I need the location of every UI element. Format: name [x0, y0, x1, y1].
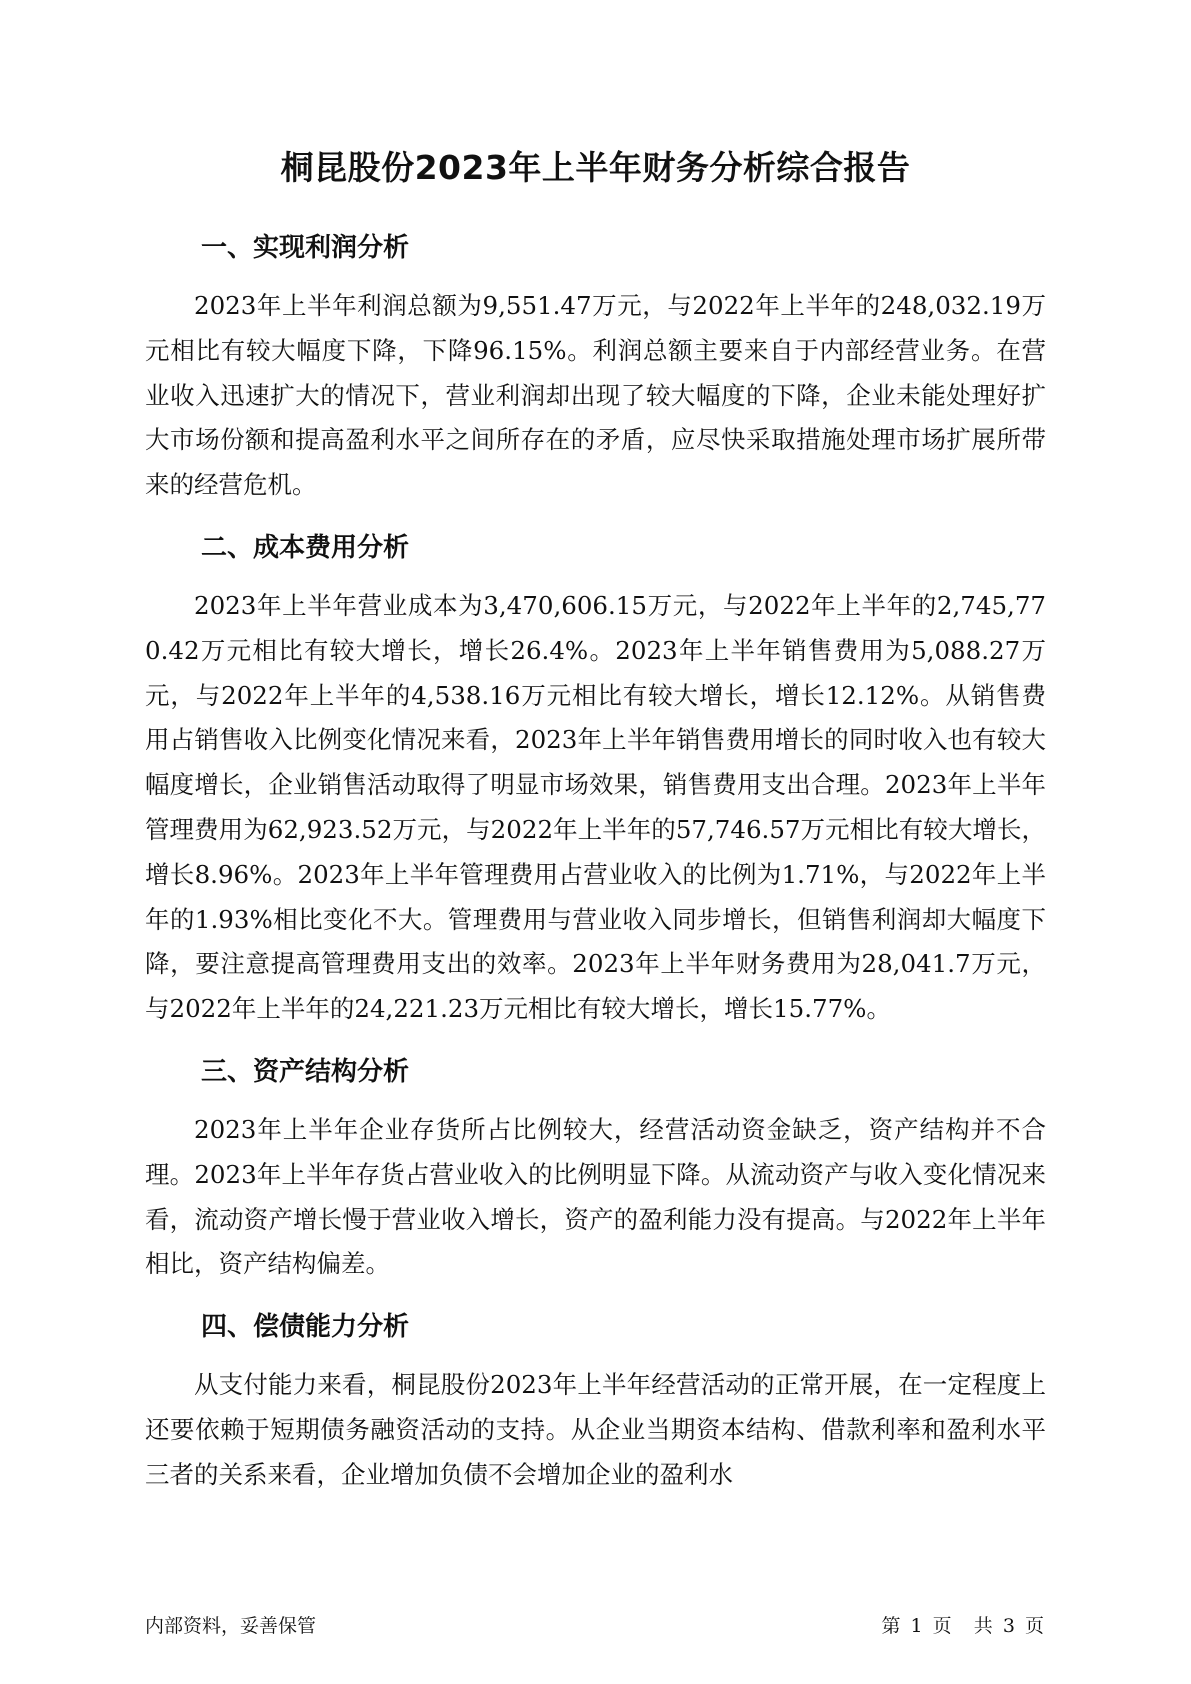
- section-assets: [145, 1050, 1046, 1287]
- section-paragraph: 2023年上半年利润总额为9,551.47万元，与2022年上半年的248,032.19万元相比有较大幅度下降，下降96.15%。利润总额主要来自于内部经营业务。在营业收入迅速扩大的情况下，营业利润却出现了较大幅度的下降，企业未能处理好扩大市场份额和提高盈利水平之间所存在的矛盾，应尽快采取措施处理市场扩展所带来的经营危机。: [145, 291, 1046, 500]
- section-heading: 三、资产结构分析: [201, 1056, 410, 1087]
- page-number: 1: [910, 1615, 923, 1637]
- page-title: 桐昆股份2023年上半年财务分析综合报告: [280, 148, 911, 187]
- section-heading: 四、偿债能力分析: [201, 1312, 410, 1343]
- total-suffix: 页: [1024, 1615, 1044, 1637]
- document-body: [145, 226, 1046, 1516]
- section-paragraph: 2023年上半年企业存货所占比例较大，经营活动资金缺乏，资产结构并不合理。2023年上半年存货占营业收入的比例明显下降。从流动资产与收入变化情况来看，流动资产增长慢于营业收入增长，资产的盈利能力没有提高。与2022年上半年相比，资产结构偏差。: [145, 1114, 1046, 1279]
- section-paragraph: 2023年上半年营业成本为3,470,606.15万元，与2022年上半年的2,745,770.42万元相比有较大增长，增长26.4%。2023年上半年销售费用为5,088.27万元，与2022年上半年的4,538.16万元相比有较大增长，增长12.12%。从销售费用占销售收入比例变化情况来看，2023年上半年销售费用增长的同时收入也有较大幅度增长，企业销售活动取得了明显市场效果，销售费用支出合理。2023年上半年管理费用为62,923.52万元，与2022年上半年的57,746.57万元相比有较大增长，增长8.96%。2023年上半年管理费用占营业收入的比例为1.71%，与2022年上半年的1.93%相比变化不大。管理费用与营业收入同步增长，但销售利润却大幅度下降，要注意提高管理费用支出的效率。2023年上半年财务费用为28,041.7万元，与2022年上半年的24,221.23万元相比有较大增长，增长15.77%。: [145, 590, 1046, 1024]
- total-pages: 3: [1002, 1615, 1015, 1637]
- section-paragraph: 从支付能力来看，桐昆股份2023年上半年经营活动的正常开展，在一定程度上还要依赖于短期债务融资活动的支持。从企业当期资本结构、借款利率和盈利水平三者的关系来看，企业增加负债不会增加企业的盈利水: [145, 1370, 1046, 1489]
- section-profit: [145, 226, 1046, 508]
- confidential-note: 内部资料，妥善保管: [145, 1615, 317, 1637]
- page-indicator: [879, 1611, 1046, 1638]
- section-cost: [145, 526, 1046, 1032]
- section-solvency: [145, 1305, 1046, 1497]
- section-heading: 二、成本费用分析: [201, 532, 410, 563]
- total-prefix: 共: [973, 1615, 993, 1637]
- page-suffix: 页: [932, 1615, 952, 1637]
- page-prefix: 第: [881, 1615, 901, 1637]
- page-footer: [145, 1611, 1046, 1638]
- section-heading: 一、实现利润分析: [201, 233, 410, 263]
